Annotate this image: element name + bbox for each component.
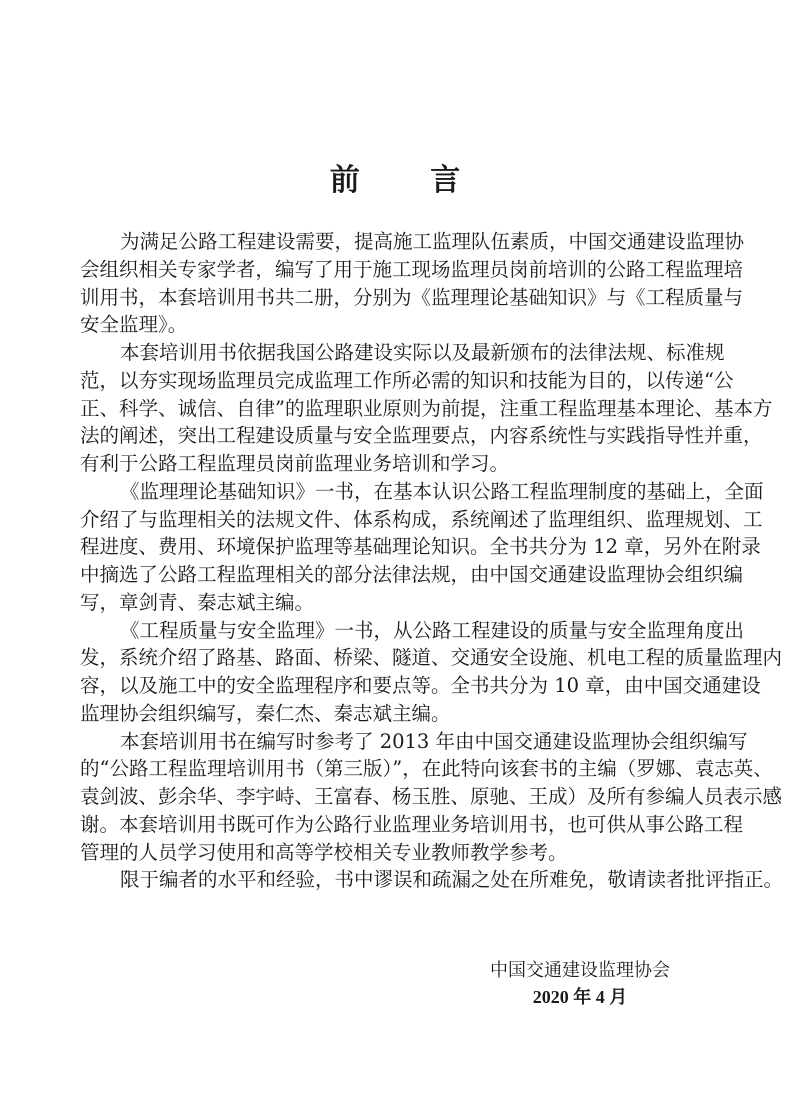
text-line: 管理的人员学习使用和高等学校相关专业教师教学参考。 — [80, 840, 568, 864]
text-line: 安全监理》。 — [80, 313, 188, 337]
text-line: 发，系统介绍了路基、路面、桥梁、隧道、交通安全设施、机电工程的质量监理内 — [80, 646, 783, 670]
paragraph — [80, 866, 784, 894]
text-line: 有利于公路工程监理员岗前监理业务培训和学习。 — [80, 452, 510, 475]
paragraph — [80, 339, 773, 478]
paragraph — [80, 478, 764, 617]
signature-date: 2020 年 4 月 — [532, 987, 628, 1007]
text-line: 介绍了与监理相关的法规文件、体系构成，系统阐述了监理组织、监理规划、工 — [80, 507, 763, 531]
signature-block — [480, 957, 680, 1011]
text-line: 范，以夯实现场监理员完成监理工作所必需的知识和技能为目的，以传递“公 — [80, 368, 734, 392]
paragraph — [80, 617, 783, 728]
preface-body — [80, 228, 784, 894]
text-line: 袁剑波、彭余华、李宇峙、王富春、杨玉胜、原驰、王成）及所有参编人员表示感 — [80, 785, 783, 808]
signature-organization: 中国交通建设监理协会 — [490, 960, 670, 981]
text-line: 谢。本套培训用书既可作为公路行业监理业务培训用书，也可供从事公路工程 — [80, 812, 744, 836]
text-line: 本套培训用书在编写时参考了 2013 年由中国交通建设监理协会组织编写 — [120, 729, 748, 753]
text-line: 程进度、费用、环境保护监理等基础理论知识。全书共分为 12 章，另外在附录 — [80, 535, 761, 559]
paragraph — [80, 228, 745, 339]
text-line: 限于编者的水平和经验，书中谬误和疏漏之处在所难免，敬请读者批评指正。 — [120, 868, 784, 892]
text-line: 会组织相关专家学者，编写了用于施工现场监理员岗前培训的公路工程监理培 — [80, 257, 744, 281]
text-line: 本套培训用书依据我国公路建设实际以及最新颁布的法律法规、标准规 — [120, 341, 725, 364]
text-line: 《监理理论基础知识》一书，在基本认识公路工程监理制度的基础上，全面 — [120, 479, 764, 503]
text-line: 监理协会组织编写，秦仁杰、秦志斌主编。 — [80, 701, 451, 725]
paragraph — [80, 728, 783, 867]
page-title: 前 言 — [329, 163, 491, 198]
text-line: 《工程质量与安全监理》一书，从公路工程建设的质量与安全监理角度出 — [120, 618, 745, 642]
text-line: 中摘选了公路工程监理相关的部分法律法规，由中国交通建设监理协会组织编 — [80, 563, 744, 586]
text-line: 法的阐述，突出工程建设质量与安全监理要点，内容系统性与实践指导性并重， — [80, 424, 763, 448]
text-line: 的“公路工程监理培训用书（第三版）”，在此特向该套书的主编（罗娜、袁志英、 — [80, 757, 773, 781]
text-line: 为满足公路工程建设需要，提高施工监理队伍素质，中国交通建设监理协 — [120, 230, 745, 253]
text-line: 正、科学、诚信、自律”的监理职业原则为前提，注重工程监理基本理论、基本方 — [80, 396, 773, 420]
text-line: 训用书，本套培训用书共二册，分别为《监理理论基础知识》与《工程质量与 — [80, 285, 744, 309]
text-line: 写，章剑青、秦志斌主编。 — [80, 590, 315, 614]
text-line: 容，以及施工中的安全监理程序和要点等。全书共分为 10 章，由中国交通建设 — [80, 674, 761, 697]
